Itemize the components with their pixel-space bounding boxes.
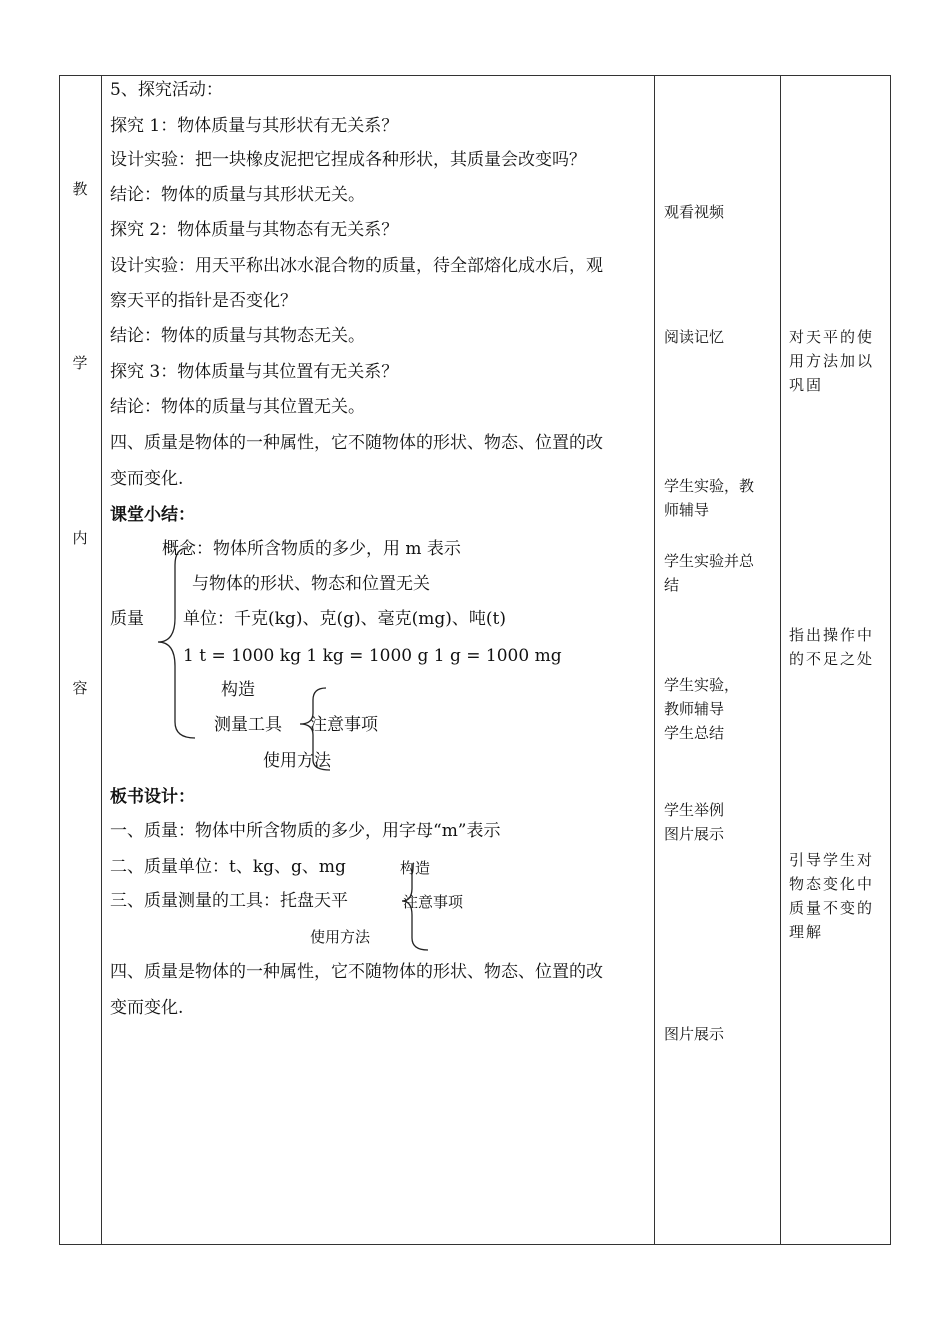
intent-item: 指出操作中 的不足之处 (789, 626, 875, 668)
label-char: 容 (72, 679, 88, 697)
intent-item: 引导学生对 物态变化中 质量不变的 理解 (789, 851, 875, 941)
summary-notes: 注意事项 (310, 715, 378, 735)
activity-item: 图片展示 (664, 1025, 725, 1043)
board-structure: 构造 (400, 859, 431, 877)
content-line: 结论：物体的质量与其形状无关。 (110, 185, 365, 205)
board-usage: 使用方法 (310, 928, 371, 946)
content-line: 设计实验：把一块橡皮泥把它捏成各种形状，其质量会改变吗？ (110, 150, 586, 170)
content-line: 设计实验：用天平称出冰水混合物的质量，待全部熔化成水后，观 (110, 256, 603, 276)
content-line: 变而变化. (110, 469, 184, 489)
content-line: 四、质量是物体的一种属性，它不随物体的形状、物态、位置的改 (110, 433, 603, 453)
summary-concept: 概念：物体所含物质的多少，用 m 表示 (162, 539, 461, 559)
summary-usage: 使用方法 (263, 751, 331, 771)
activity-item: 阅读记忆 (664, 328, 725, 346)
content-line: 结论：物体的质量与其物态无关。 (110, 326, 365, 346)
summary-heading: 课堂小结： (110, 505, 195, 525)
activity-item: 学生实验并总 结 (664, 552, 755, 594)
intent-item: 对天平的使 用方法加以 巩固 (789, 328, 875, 394)
column-divider (780, 75, 781, 1245)
content-line: 结论：物体的质量与其位置无关。 (110, 397, 365, 417)
column-divider (101, 75, 102, 1245)
summary-root: 质量 (110, 609, 144, 629)
board-notes: 注意事项 (403, 893, 464, 911)
label-char: 教 (72, 180, 88, 198)
board-line: 二、质量单位：t、kg、g、mg (110, 857, 346, 877)
activity-item: 学生举例 图片展示 (664, 801, 725, 843)
summary-conversion: 1 t = 1000 kg 1 kg = 1000 g 1 g = 1000 mg (183, 646, 562, 666)
content-line: 5、探究活动： (110, 80, 223, 100)
activity-item: 学生实验， 教师辅导 学生总结 (664, 676, 740, 742)
summary-relation: 与物体的形状、物态和位置无关 (192, 574, 430, 594)
board-line: 三、质量测量的工具：托盘天平 (110, 891, 348, 911)
board-line: 一、质量：物体中所含物质的多少，用字母“m”表示 (110, 821, 501, 841)
summary-tool: 测量工具 (214, 715, 282, 735)
content-line: 探究 3：物体质量与其位置有无关系？ (110, 362, 399, 382)
summary-structure: 构造 (221, 680, 255, 700)
label-char: 学 (72, 354, 88, 372)
content-line: 探究 1：物体质量与其形状有无关系？ (110, 116, 399, 136)
column-divider (654, 75, 655, 1245)
label-char: 内 (72, 529, 88, 547)
content-line: 察天平的指针是否变化？ (110, 291, 297, 311)
summary-unit: 单位：千克(kg)、克(g)、毫克(mg)、吨(t) (183, 609, 506, 629)
activity-item: 观看视频 (664, 203, 725, 221)
board-heading: 板书设计： (110, 787, 195, 807)
board-line: 四、质量是物体的一种属性，它不随物体的形状、物态、位置的改 (110, 962, 603, 982)
activity-item: 学生实验，教 师辅导 (664, 477, 755, 519)
board-line: 变而变化. (110, 998, 184, 1018)
content-line: 探究 2：物体质量与其物态有无关系？ (110, 220, 399, 240)
